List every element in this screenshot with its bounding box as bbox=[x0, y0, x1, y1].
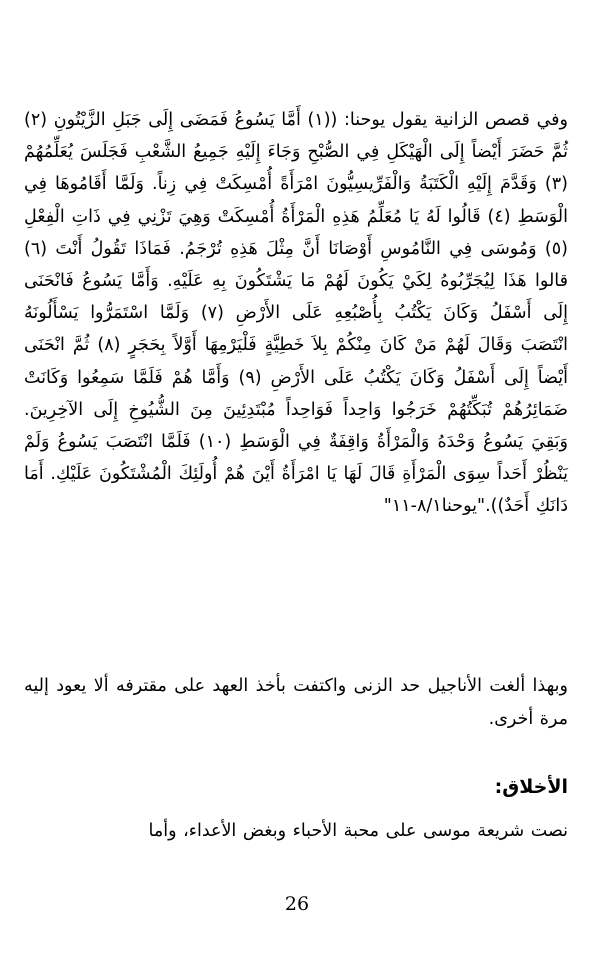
section-paragraph: نصت شريعة موسى على محبة الأحباء وبغض الأعداء، وأما bbox=[148, 821, 568, 841]
section-heading: الأخلاق: bbox=[494, 776, 568, 798]
scripture-quote-paragraph: وفي قصص الزانية يقول يوحنا: ((١) أَمَّا يَسُوعُ فَمَضَى إِلَى جَبَلِ الزَّيْتُونِ (٢) ثُمَّ حَضَرَ أَيْضاً إِلَى الْهَيْكَلِ فِي الصُّبْحِ وَجَاءَ إِلَيْهِ جَمِيعُ الشَّعْبِ فَجَلَسَ يُعَلِّمُهُمْ (٣) وَقَدَّمَ إِلَيْهِ الْكَتَبَةُ وَالْفَرِّيسِيُّونَ امْرَأَةً أُمْسِكَتْ فِي زِناً. وَلَمَّا أَقَامُوهَا فِي الْوَسَطِ (٤) قَالُوا لَهُ يَا مُعَلِّمُ هَذِهِ الْمَرْأَةُ أُمْسِكَتْ وَهِيَ تَزْنِي فِي ذَاتِ الْفِعْلِ (٥) وَمُوسَى فِي النَّامُوسِ أَوْصَانَا أَنَّ مِثْلَ هَذِهِ تُرْجَمُ. فَمَاذَا تَقُولُ أَنْتَ (٦) قالوا هَذَا لِيُجَرِّبُوهُ لِكَيْ يَكُونَ لَهُمْ مَا يَشْتَكُونَ بِهِ عَلَيْهِ. وَأَمَّا يَسُوعُ فَانْحَنَى إِلَى أَسْفَلُ وَكَانَ يَكْتُبُ بِأُصْبُعِهِ عَلَى الأَرْضِ (٧) وَلَمَّا اسْتَمَرُّوا يَسْأَلُونَهُ انْتَصَبَ وَقَالَ لَهُمْ مَنْ كَانَ مِنْكُمْ بِلاَ خَطِيَّةٍ فَلْيَرْمِهَا أَوَّلاً بِحَجَرٍ (٨) ثُمَّ انْحَنَى أَيْضاً إِلَى أَسْفَلُ وَكَانَ يَكْتُبُ عَلَى الأَرْضِ (٩) وَأَمَّا هُمْ فَلَمَّا سَمِعُوا وَكَانَتْ ضَمَائِرُهُمْ تُبَكِّتُهُمْ خَرَجُوا وَاحِداً فَوَاحِداً مُبْتَدِئِينَ مِنَ الشُّيُوخِ إِلَى الآخِرِينَ. وَبَقِيَ يَسُوعُ وَحْدَهُ وَالْمَرْأَةُ وَاقِفَةٌ فِي الْوَسَطِ (١٠) فَلَمَّا انْتَصَبَ يَسُوعُ وَلَمْ يَنْظُرْ أَحَداً سِوَى الْمَرْأَةِ قَالَ لَهَا يَا امْرَأَةُ أَيْنَ هُمْ أُولَئِكَ الْمُشْتَكُونَ عَلَيْكِ. أَمَا دَانَكِ أَحَدٌ))."يوحنا٨/١-١١" bbox=[24, 110, 568, 517]
commentary-paragraph: وبهذا ألغت الأناجيل حد الزنى واكتفت بأخذ العهد على مقترفه ألا يعود إليه مرة أخرى. bbox=[24, 676, 568, 729]
page-number: 26 bbox=[284, 893, 310, 915]
